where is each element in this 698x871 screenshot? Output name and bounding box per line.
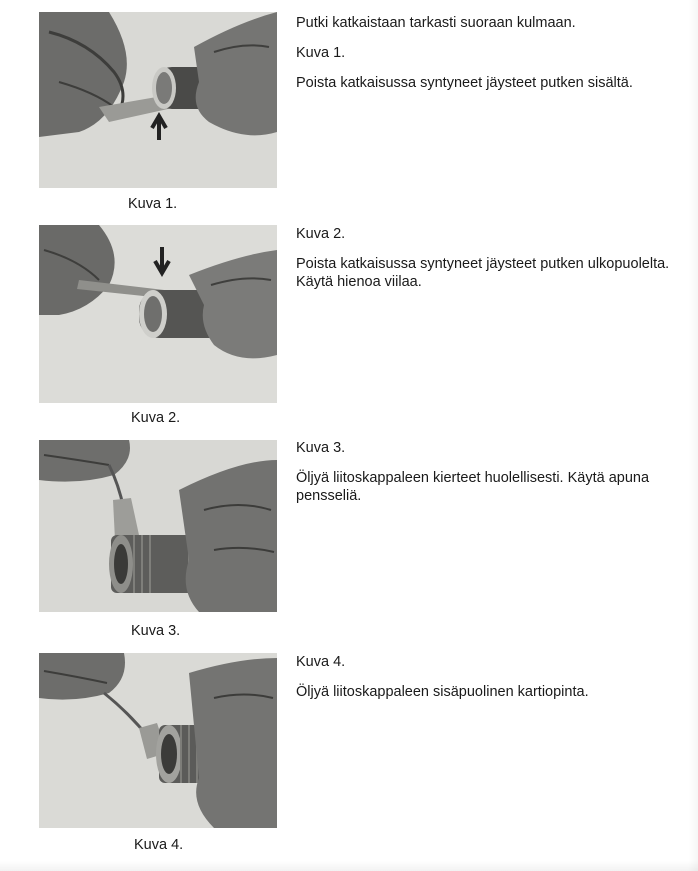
step-4-line-2: Öljyä liitoskappaleen sisäpuolinen kartiopinta. xyxy=(296,684,589,700)
step-4-line-1: Kuva 4. xyxy=(296,654,346,670)
step-4-text xyxy=(296,653,676,713)
caption-figure-2: Kuva 2. xyxy=(131,410,181,426)
step-1-text xyxy=(296,14,676,104)
step-1-line-2: Kuva 1. xyxy=(296,45,346,61)
step-2-text xyxy=(296,225,676,303)
step-3-text xyxy=(296,439,676,517)
page-edge-shadow xyxy=(688,0,698,871)
step-1-line-3: Poista katkaisussa syntyneet jäysteet putken sisältä. xyxy=(296,75,633,91)
page-bottom-shadow xyxy=(0,861,698,871)
photo-cutting-pipe xyxy=(39,12,277,188)
caption-figure-4: Kuva 4. xyxy=(134,837,184,853)
step-2-line-2: Poista katkaisussa syntyneet jäysteet putken ulkopuolelta. Käytä hienoa viilaa. xyxy=(296,256,670,290)
photo-filing-pipe-outside xyxy=(39,225,277,403)
step-3-line-2: Öljyä liitoskappaleen kierteet huolellisesti. Käytä apuna pensseliä. xyxy=(296,470,650,504)
photo-oiling-threads xyxy=(39,440,277,612)
photo-oiling-cone-surface xyxy=(39,653,277,828)
caption-figure-1: Kuva 1. xyxy=(128,196,178,212)
step-2-line-1: Kuva 2. xyxy=(296,226,346,242)
step-1-line-1: Putki katkaistaan tarkasti suoraan kulmaan. xyxy=(296,15,576,31)
step-3-line-1: Kuva 3. xyxy=(296,440,346,456)
caption-figure-3: Kuva 3. xyxy=(131,623,181,639)
